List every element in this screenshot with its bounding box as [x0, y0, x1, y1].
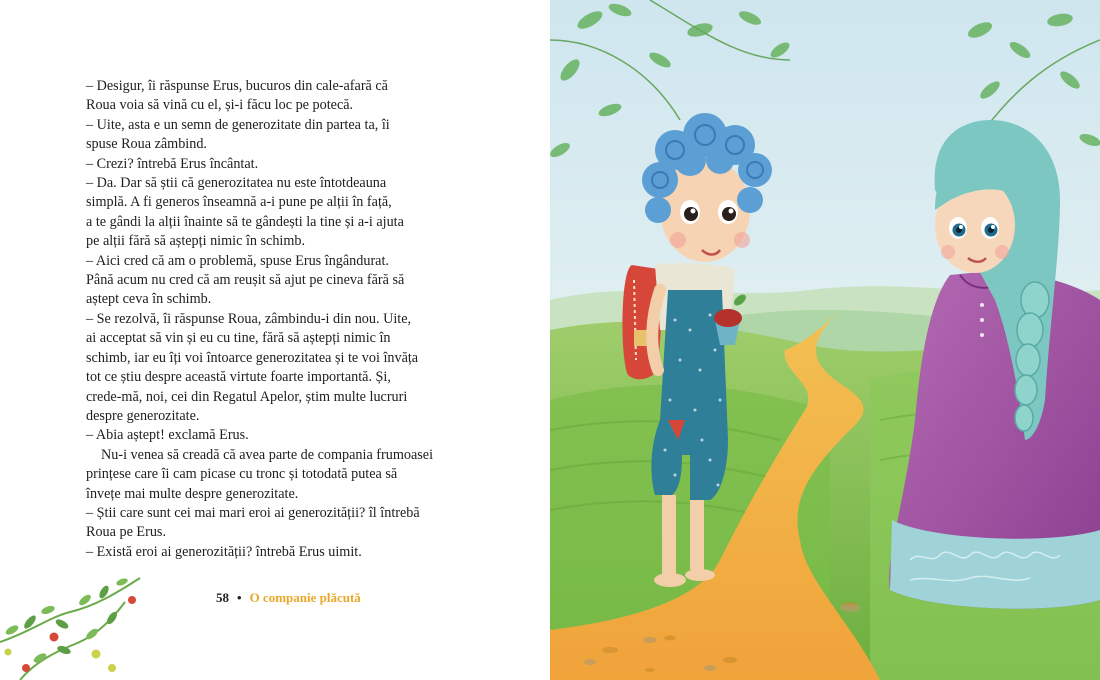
text-line: – Abia aștept! exclamă Erus. — [86, 427, 249, 444]
text-line: – Uite, asta e un semn de generozitate din partea ta, îi — [86, 116, 390, 133]
text-line: schimb, iar eu îți voi întoarce generozitatea și te voi învăța — [86, 349, 419, 366]
text-line: – Desigur, îi răspunse Erus, bucuros din cale-afară că — [86, 78, 388, 94]
story-illustration — [550, 0, 1100, 680]
text-line: a te gândi la alții înainte să te gândești la tine și a-i ajuta — [86, 213, 404, 230]
illustration-scene — [550, 0, 1100, 680]
page-number: 58 — [216, 590, 229, 605]
text-line: Până acum nu cred că am reușit să ajut pe cineva fără să — [86, 272, 405, 289]
text-line: – Da. Dar să știi că generozitatea nu este întotdeauna — [86, 175, 387, 192]
text-line: spuse Roua zâmbind. — [86, 136, 207, 153]
text-line: aștept ceva în schimb. — [86, 291, 212, 308]
text-line: – Se rezolvă, îi răspunse Roua, zâmbindu-i din nou. Uite, — [86, 310, 412, 327]
chapter-title: O companie plăcută — [249, 590, 361, 605]
text-line: învețe mai multe despre generozitate. — [86, 485, 299, 502]
footer-separator: • — [237, 590, 242, 605]
text-line: despre generozitate. — [86, 407, 200, 424]
text-line: pe alții fără să aștepți nimic în schimb. — [86, 233, 306, 250]
text-line: Nu-i venea să creadă că avea parte de compania frumoasei — [101, 446, 434, 463]
text-line: – Știi care sunt cei mai mari eroi ai generozității? îl întrebă — [86, 504, 420, 521]
text-line: simplă. A fi generos înseamnă a-i pune pe alții în față, — [86, 194, 392, 211]
text-line: – Există eroi ai generozității? întrebă Erus uimit. — [86, 543, 362, 560]
text-line: prințese care îi cam picase cu tronc și totodată putea să — [86, 466, 398, 483]
text-line: crede-mă, noi, cei din Regatul Apelor, știm multe lucruri — [86, 388, 408, 405]
text-line: Roua pe Erus. — [86, 524, 166, 541]
text-line: ai acceptat să vin și eu cu tine, fără să aștepți nimic în — [86, 330, 391, 347]
text-line: Roua voia să vină cu el, și-i făcu loc pe potecă. — [86, 97, 354, 114]
text-line: tot ce știu despre această virtute foarte importantă. Și, — [86, 369, 391, 386]
vine-decoration-icon — [0, 572, 150, 680]
text-line: – Aici cred că am o problemă, spuse Erus îngândurat. — [86, 252, 389, 269]
text-line: – Crezi? întrebă Erus încântat. — [86, 155, 259, 172]
page-footer — [216, 590, 361, 606]
story-text — [86, 77, 446, 562]
